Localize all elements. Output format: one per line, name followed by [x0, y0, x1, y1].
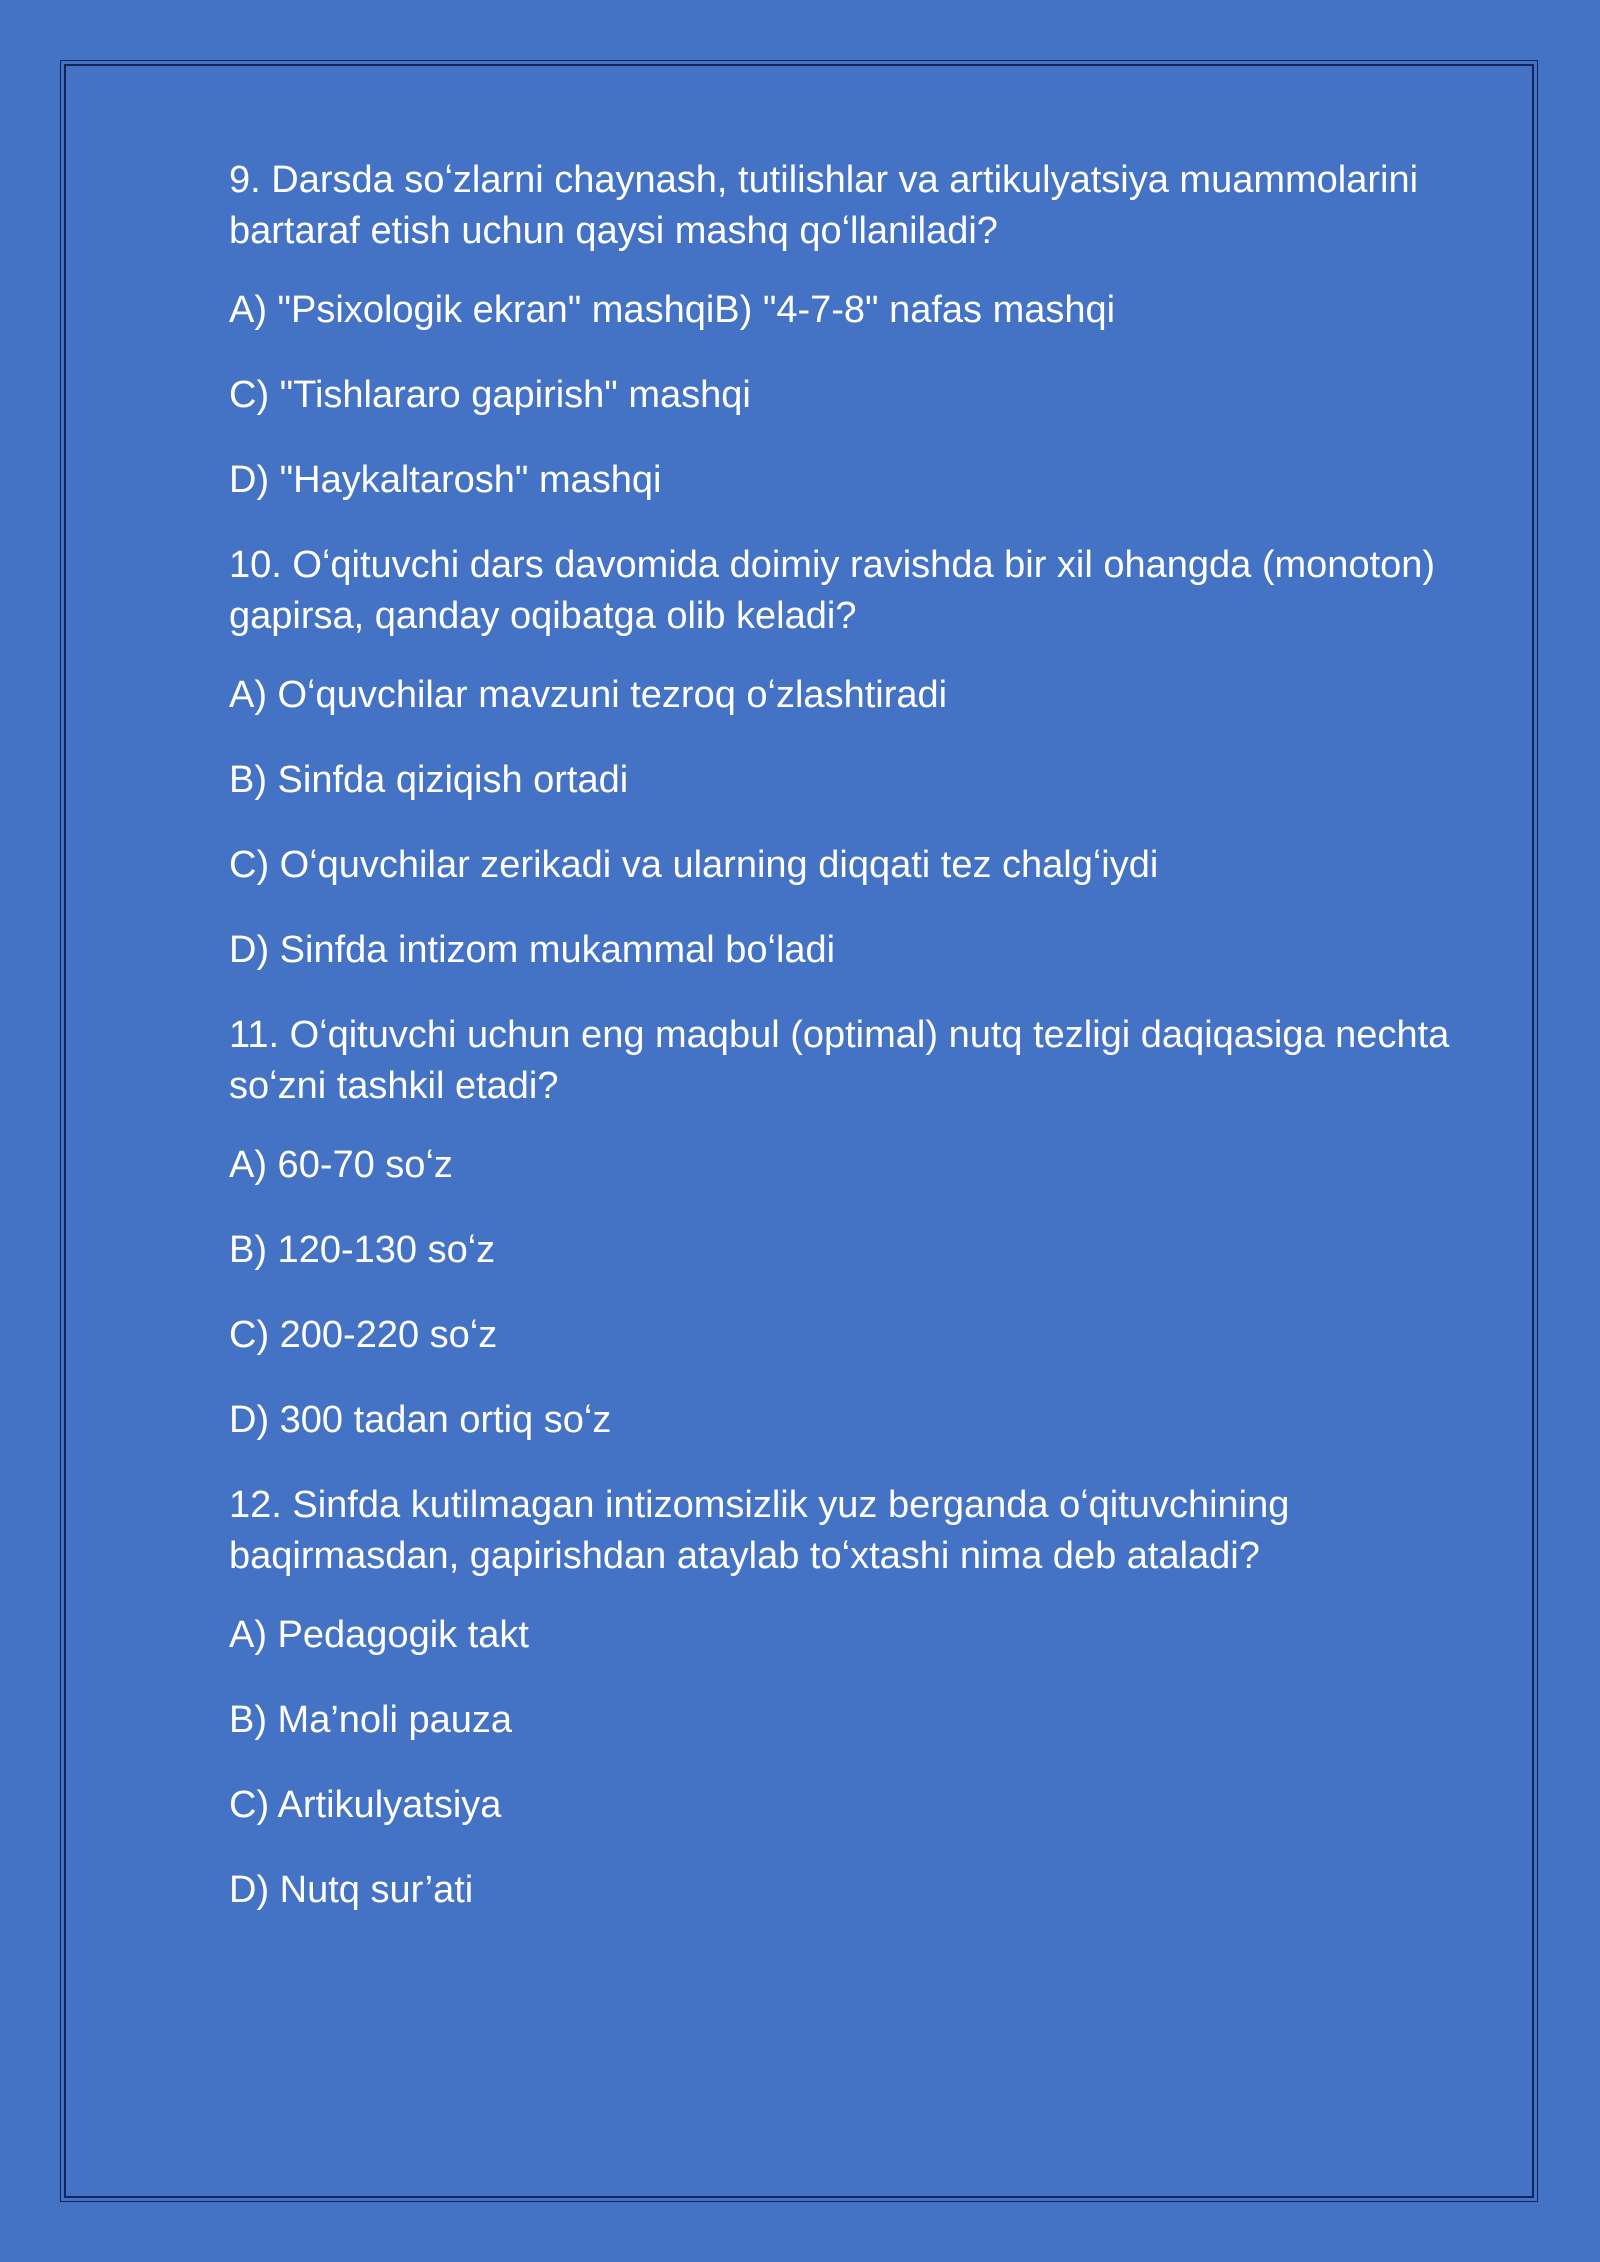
question-block — [229, 1010, 1489, 1446]
question-block — [229, 1480, 1489, 1916]
question-text: 11. Oʻqituvchi uchun eng maqbul (optimal) nutq tezligi daqiqasiga nechta soʻzni tashkil etadi? — [229, 1014, 1450, 1107]
answer-option: D) Sinfda intizom mukammal boʻladi — [229, 929, 836, 971]
answer-option: B) Sinfda qiziqish ortadi — [229, 759, 629, 801]
document-content — [229, 155, 1489, 1916]
question-text: 9. Darsda soʻzlarni chaynash, tutilishlar va artikulyatsiya muammolarini bartaraf etish uchun qaysi mashq qoʻllaniladi? — [229, 159, 1419, 252]
answer-option: A) 60-70 soʻz — [229, 1144, 453, 1186]
answer-option: B) 120-130 soʻz — [229, 1229, 496, 1271]
answer-option: A) Oʻquvchilar mavzuni tezroq oʻzlashtiradi — [229, 674, 948, 716]
answer-option: D) 300 tadan ortiq soʻz — [229, 1399, 612, 1441]
answer-option: C) Artikulyatsiya — [229, 1784, 502, 1826]
question-block — [229, 155, 1489, 506]
answer-option: A) "Psixologik ekran" mashqiB) "4-7-8" nafas mashqi — [229, 289, 1116, 331]
question-block — [229, 540, 1489, 976]
question-text: 12. Sinfda kutilmagan intizomsizlik yuz berganda oʻqituvchining baqirmasdan, gapirishdan ataylab toʻxtashi nima deb ataladi? — [229, 1484, 1290, 1577]
answer-option: A) Pedagogik takt — [229, 1614, 529, 1656]
question-text: 10. Oʻqituvchi dars davomida doimiy ravishda bir xil ohangda (monoton) gapirsa, qanday oqibatga olib keladi? — [229, 544, 1436, 637]
answer-option: C) "Tishlararo gapirish" mashqi — [229, 374, 751, 416]
answer-option: C) Oʻquvchilar zerikadi va ularning diqqati tez chalgʻiydi — [229, 844, 1159, 886]
answer-option: D) "Haykaltarosh" mashqi — [229, 459, 662, 501]
answer-option: C) 200-220 soʻz — [229, 1314, 498, 1356]
answer-option: D) Nutq sur’ati — [229, 1869, 474, 1911]
answer-option: B) Ma’noli pauza — [229, 1699, 513, 1741]
